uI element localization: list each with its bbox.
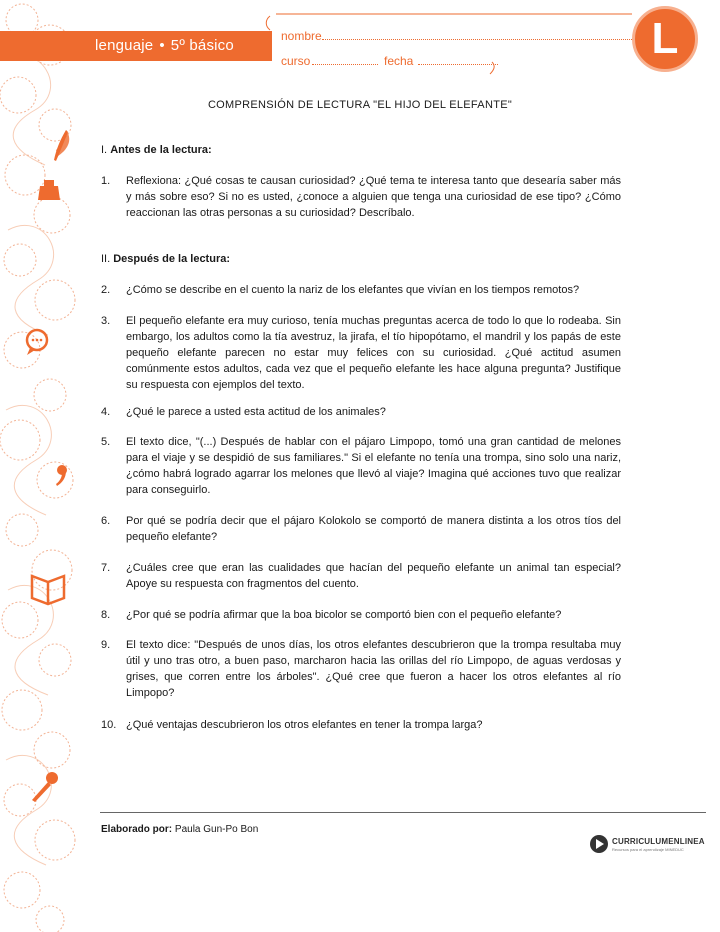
curriculumenlinea-logo	[590, 833, 705, 859]
question-text: Reflexiona: ¿Qué cosas te causan curiosidad? ¿Qué tema te interesa tanto que desearía saber más y más sobre eso? Si no es usted, ¿conoce a alguien que tenga una curiosidad de ese tipo? ¿Cómo reaccionan las otras personas a su curiosidad? Descríbalo.	[126, 175, 621, 219]
logo-name: CURRICULUMENLINEA	[612, 837, 705, 846]
question-3	[101, 313, 621, 393]
subject-label: lenguaje	[95, 37, 154, 54]
question-4	[101, 404, 621, 420]
subject-badge	[632, 6, 698, 72]
logo-tagline: Recursos para el aprendizaje MINEDUC	[612, 847, 684, 852]
fecha-label: fecha	[384, 54, 414, 68]
question-text: El texto dice, "(...) Después de hablar con el pájaro Limpopo, tomó una gran cantidad de melones para el viaje y se despidió de sus familiares." Si el elefante no tenía una trompa, sino solo una nariz, ¿cómo habrá logrado agarrar los melones que llevó al viaje? Imagina qué acciones tuvo que realizar para conseguirlo.	[126, 436, 621, 496]
badge-letter: L	[651, 14, 679, 63]
question-number: 4.	[101, 406, 111, 418]
question-text: El texto dice: "Después de unos días, los otros elefantes descubrieron que la trompa resultaba muy útil y uno tras otro, a buen paso, marcharon hacia las orillas del río Limpopo, de aguas verdosas y grises, que corren entre los árboles". ¿Qué cree que fueron a hacer los otros elefantes al río Limpopo?	[126, 639, 621, 699]
credit-name: Paula Gun-Po Bon	[174, 824, 259, 835]
question-number: 7.	[101, 562, 111, 574]
question-9	[101, 637, 621, 701]
question-number: 10.	[101, 719, 117, 731]
question-text: Por qué se podría decir que el pájaro Kolokolo se comportó de manera distinta a los otros tíos del pequeño elefante?	[126, 515, 621, 543]
question-number: 9.	[101, 639, 111, 651]
quill-icon	[54, 130, 69, 161]
question-text: ¿Por qué se podría afirmar que la boa bicolor se comportó bien con el pequeño elefante?	[126, 609, 562, 621]
student-form-frame	[262, 12, 642, 76]
author-credit	[101, 824, 258, 835]
speech-bubble-icon	[27, 330, 47, 355]
question-6	[101, 513, 621, 545]
decorative-swirls	[0, 0, 80, 932]
question-2	[101, 282, 621, 298]
question-number: 8.	[101, 609, 111, 621]
section-after-reading	[101, 253, 230, 265]
fecha-field[interactable]	[418, 55, 498, 65]
section-title: Después de la lectura:	[113, 253, 231, 265]
microphone-icon	[32, 772, 58, 802]
page-title: COMPRENSIÓN DE LECTURA "EL HIJO DEL ELEFANTE"	[207, 99, 513, 111]
question-text: ¿Qué ventajas descubrieron los otros elefantes en tener la trompa larga?	[126, 719, 483, 731]
grade-label: 5º básico	[170, 37, 234, 54]
section-before-reading	[101, 144, 212, 156]
question-number: 6.	[101, 515, 111, 527]
section-number: I.	[101, 144, 108, 156]
question-7	[101, 560, 621, 592]
question-number: 5.	[101, 436, 111, 448]
nombre-label: nombre	[281, 29, 322, 43]
footer-divider	[100, 812, 706, 813]
curso-field[interactable]	[312, 55, 378, 65]
nombre-field[interactable]	[322, 30, 632, 40]
question-number: 2.	[101, 284, 111, 296]
question-1	[101, 173, 621, 221]
question-text: ¿Cómo se describe en el cuento la nariz de los elefantes que vivían en los tiempos remotos?	[126, 284, 580, 296]
section-title: Antes de la lectura:	[110, 144, 212, 156]
credit-label: Elaborado por:	[101, 824, 173, 835]
question-5	[101, 434, 621, 498]
curso-label: curso	[281, 54, 311, 68]
question-8	[101, 607, 621, 623]
separator-dot: •	[159, 37, 165, 54]
play-logo-icon	[590, 835, 608, 853]
question-text: El pequeño elefante era muy curioso, tenía muchas preguntas acerca de todo lo que lo rodeaba. Sin embargo, los adultos como la tía avestruz, la jirafa, el tío hipopótamo, el mandril y los papás de este pequeño elefante parecen no estar muy felices con su curiosidad. ¿Qué actitud asumen comúnmente estos adultos, cada vez que el pequeño elefante les hace alguna pregunta? Justifique su respuesta con ejemplos del texto.	[126, 315, 621, 391]
open-book-icon	[32, 576, 64, 604]
section-number: II.	[101, 253, 111, 265]
subject-grade	[95, 37, 234, 54]
inkwell-icon	[38, 180, 60, 200]
question-text: ¿Cuáles cree que eran las cualidades que hacían del pequeño elefante un animal tan especial? Apoye su respuesta con fragmentos del cuento.	[126, 562, 621, 590]
question-number: 3.	[101, 315, 111, 327]
comma-icon	[56, 465, 67, 486]
question-text: ¿Qué le parece a usted esta actitud de los animales?	[126, 406, 386, 418]
question-10	[101, 717, 621, 733]
question-number: 1.	[101, 175, 111, 187]
